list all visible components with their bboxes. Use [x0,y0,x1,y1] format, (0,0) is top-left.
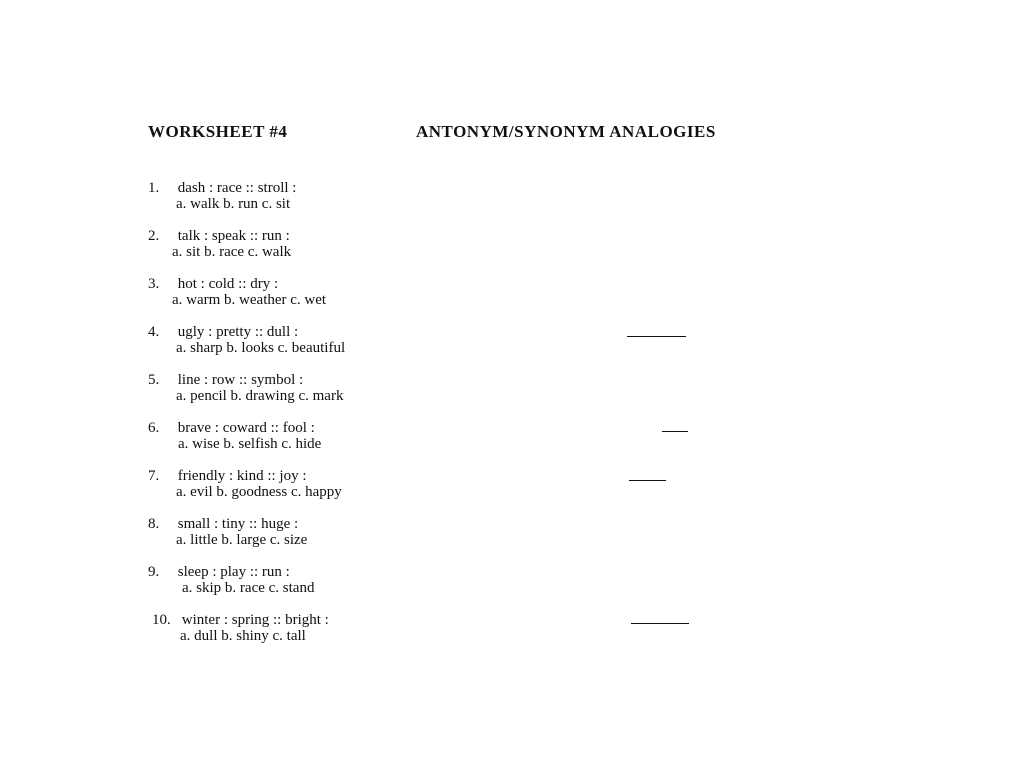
worksheet-title: WORKSHEET #4 [148,122,288,141]
question-prompt-line [148,468,708,484]
question-10 [152,612,712,652]
question-number: 6. [148,420,160,436]
question-8 [148,516,708,556]
worksheet-subtitle: ANTONYM/SYNONYM ANALOGIES [416,122,716,141]
question-number: 1. [148,180,160,196]
answer-blank-4[interactable] [627,336,686,337]
answer-blank-6[interactable] [662,431,688,432]
worksheet-header [148,122,878,146]
question-prompt: talk : speak :: run : [177,228,290,244]
question-prompt-line [148,372,708,388]
question-prompt-line [148,180,708,196]
question-choices: a. dull b. shiny c. tall [180,628,306,644]
question-choices: a. little b. large c. size [176,532,308,548]
answer-blank-7[interactable] [629,480,666,481]
question-prompt: winter : spring :: bright : [181,612,329,628]
question-5 [148,372,708,412]
question-number: 7. [148,468,160,484]
question-7 [148,468,708,508]
question-prompt-line [148,228,708,244]
question-number: 4. [148,324,160,340]
question-choices: a. warm b. weather c. wet [172,292,327,308]
question-prompt-line [148,276,708,292]
question-4 [148,324,708,364]
question-prompt: line : row :: symbol : [177,372,304,388]
question-prompt-line [148,420,708,436]
question-1 [148,180,708,220]
question-choices: a. evil b. goodness c. happy [176,484,342,500]
question-number: 5. [148,372,160,388]
question-prompt-line [148,324,708,340]
question-choices: a. wise b. selfish c. hide [178,436,322,452]
question-choices: a. sit b. race c. walk [172,244,292,260]
question-prompt-line [152,612,712,628]
question-9 [148,564,708,604]
question-6 [148,420,708,460]
question-choices: a. pencil b. drawing c. mark [176,388,344,404]
question-number: 8. [148,516,160,532]
question-choices: a. skip b. race c. stand [182,580,315,596]
question-prompt-line [148,516,708,532]
question-choices: a. sharp b. looks c. beautiful [176,340,346,356]
question-prompt: friendly : kind :: joy : [177,468,307,484]
answer-blank-10[interactable] [631,623,689,624]
question-prompt: small : tiny :: huge : [177,516,299,532]
question-number: 2. [148,228,160,244]
question-number: 10. [152,612,171,628]
question-number: 3. [148,276,160,292]
question-prompt: hot : cold :: dry : [177,276,279,292]
question-choices: a. walk b. run c. sit [176,196,291,212]
question-3 [148,276,708,316]
question-number: 9. [148,564,160,580]
question-prompt: brave : coward :: fool : [177,420,315,436]
question-prompt: sleep : play :: run : [177,564,290,580]
question-prompt-line [148,564,708,580]
question-prompt: ugly : pretty :: dull : [177,324,299,340]
question-2 [148,228,708,268]
question-prompt: dash : race :: stroll : [177,180,297,196]
